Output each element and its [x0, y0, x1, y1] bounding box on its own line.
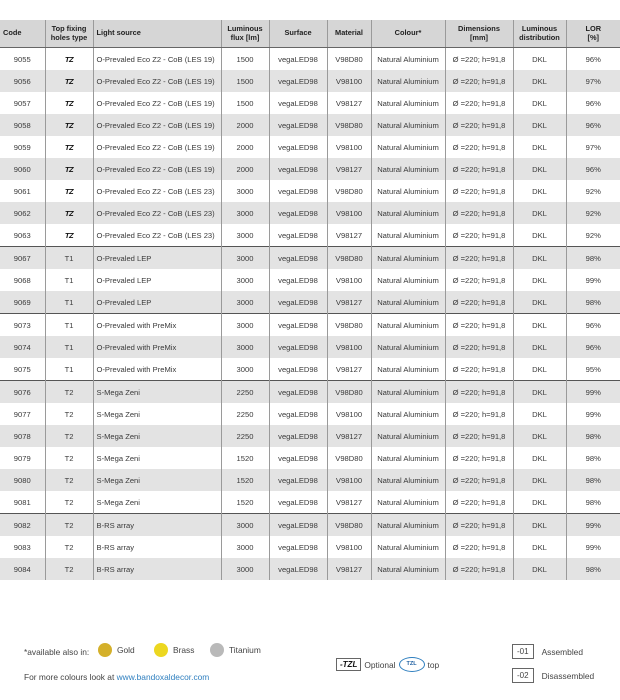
- cell-material: V98D80: [327, 381, 371, 404]
- cell-fixing: T1: [45, 336, 93, 358]
- cell-material: V98127: [327, 358, 371, 381]
- cell-code: 9056: [0, 70, 45, 92]
- table-row: [0, 358, 620, 381]
- cell-colour: Natural Aluminium: [371, 514, 445, 537]
- assembled-label: Assembled: [541, 646, 583, 657]
- header-material: Material: [327, 20, 371, 48]
- cell-distribution: DKL: [513, 358, 566, 381]
- cell-light-source: O-Prevaled with PreMix: [93, 358, 221, 381]
- cell-surface: vegaLED98: [269, 48, 327, 71]
- cell-dimensions: Ø =220; h=91,8: [445, 291, 513, 314]
- cell-distribution: DKL: [513, 247, 566, 270]
- cell-material: V98100: [327, 336, 371, 358]
- cell-material: V98127: [327, 92, 371, 114]
- gold-swatch: [98, 643, 112, 657]
- optional-suffix: top: [427, 659, 440, 670]
- cell-lor: 99%: [566, 269, 620, 291]
- cell-material: V98127: [327, 291, 371, 314]
- cell-flux: 2250: [221, 381, 269, 404]
- cell-light-source: B-RS array: [93, 514, 221, 537]
- disassembled-label: Disassembled: [541, 670, 595, 681]
- cell-light-source: O-Prevaled LEP: [93, 247, 221, 270]
- cell-material: V98100: [327, 469, 371, 491]
- cell-colour: Natural Aluminium: [371, 425, 445, 447]
- cell-flux: 1500: [221, 48, 269, 71]
- cell-surface: vegaLED98: [269, 403, 327, 425]
- table-row: [0, 403, 620, 425]
- cell-flux: 2000: [221, 158, 269, 180]
- cell-flux: 2000: [221, 114, 269, 136]
- cell-colour: Natural Aluminium: [371, 247, 445, 270]
- cell-fixing: T2: [45, 491, 93, 514]
- cell-light-source: O-Prevaled Eco Z2 - CoB (LES 23): [93, 202, 221, 224]
- cell-flux: 3000: [221, 536, 269, 558]
- cell-colour: Natural Aluminium: [371, 114, 445, 136]
- table-row: [0, 514, 620, 537]
- cell-dimensions: Ø =220; h=91,8: [445, 247, 513, 270]
- cell-dimensions: Ø =220; h=91,8: [445, 469, 513, 491]
- cell-colour: Natural Aluminium: [371, 291, 445, 314]
- header-fixing: Top fixing holes type: [45, 20, 93, 48]
- cell-surface: vegaLED98: [269, 358, 327, 381]
- cell-material: V98D80: [327, 447, 371, 469]
- cell-flux: 3000: [221, 314, 269, 337]
- cell-flux: 1520: [221, 469, 269, 491]
- cell-distribution: DKL: [513, 403, 566, 425]
- cell-code: 9083: [13, 542, 31, 552]
- cell-code: 9084: [0, 558, 45, 580]
- cell-distribution: DKL: [513, 447, 566, 469]
- header-colour: Colour*: [371, 20, 445, 48]
- cell-distribution: DKL: [513, 314, 566, 337]
- cell-dimensions: Ø =220; h=91,8: [445, 136, 513, 158]
- cell-fixing: T2: [45, 536, 93, 558]
- table-row: [0, 425, 620, 447]
- cell-lor: 96%: [566, 114, 620, 136]
- cell-dimensions: Ø =220; h=91,8: [445, 202, 513, 224]
- header-dimensions: Dimensions [mm]: [445, 20, 513, 48]
- cell-dimensions: Ø =220; h=91,8: [445, 514, 513, 537]
- cell-code: 9068: [13, 275, 31, 285]
- cell-dimensions: Ø =220; h=91,8: [445, 180, 513, 202]
- cell-fixing: TZ: [45, 136, 93, 158]
- cell-fixing: T1: [45, 358, 93, 381]
- table-row: [0, 247, 620, 270]
- cell-flux: 3000: [221, 202, 269, 224]
- cell-fixing: T1: [45, 291, 93, 314]
- spec-table: [0, 20, 620, 580]
- website-link[interactable]: www.bandoxaldecor.com: [116, 672, 210, 682]
- colour-gold: Gold: [98, 643, 135, 657]
- table-row: [0, 558, 620, 580]
- cell-fixing: T2: [45, 403, 93, 425]
- cell-code: 9076: [0, 381, 45, 404]
- table-row: [0, 447, 620, 469]
- cell-surface: vegaLED98: [269, 336, 327, 358]
- table-row: [0, 114, 620, 136]
- cell-lor: 98%: [566, 469, 620, 491]
- table-row: [0, 469, 620, 491]
- cell-light-source: O-Prevaled with PreMix: [93, 336, 221, 358]
- table-row: [0, 536, 620, 558]
- cell-dimensions: Ø =220; h=91,8: [445, 558, 513, 580]
- cell-fixing: TZ: [45, 114, 93, 136]
- cell-material: V98100: [327, 536, 371, 558]
- cell-lor: 96%: [566, 92, 620, 114]
- cell-material: V98127: [327, 224, 371, 247]
- cell-code: 9082: [0, 514, 45, 537]
- cell-code: 9057: [13, 98, 31, 108]
- available-label: *available also in:: [24, 647, 90, 657]
- cell-light-source: O-Prevaled LEP: [93, 269, 221, 291]
- cell-colour: Natural Aluminium: [371, 358, 445, 381]
- cell-dimensions: Ø =220; h=91,8: [445, 536, 513, 558]
- cell-distribution: DKL: [513, 48, 566, 71]
- cell-lor: 97%: [566, 70, 620, 92]
- cell-material: V98D80: [327, 314, 371, 337]
- cell-distribution: DKL: [513, 158, 566, 180]
- header-lor: LOR [%]: [566, 20, 620, 48]
- cell-material: V98127: [327, 558, 371, 580]
- cell-code: 9067: [0, 247, 45, 270]
- cell-dimensions: Ø =220; h=91,8: [445, 425, 513, 447]
- cell-distribution: DKL: [513, 514, 566, 537]
- cell-distribution: DKL: [513, 114, 566, 136]
- titanium-swatch: [210, 643, 224, 657]
- disassembled-code: -02: [512, 668, 534, 683]
- cell-surface: vegaLED98: [269, 491, 327, 514]
- cell-surface: vegaLED98: [269, 136, 327, 158]
- cell-code: 9058: [0, 114, 45, 136]
- cell-distribution: DKL: [513, 70, 566, 92]
- cell-light-source: S-Mega Zeni: [93, 491, 221, 514]
- cell-fixing: TZ: [45, 180, 93, 202]
- assembled-option: [512, 644, 583, 659]
- cell-light-source: B-RS array: [93, 536, 221, 558]
- cell-surface: vegaLED98: [269, 469, 327, 491]
- brass-swatch: [154, 643, 168, 657]
- cell-surface: vegaLED98: [269, 514, 327, 537]
- cell-colour: Natural Aluminium: [371, 158, 445, 180]
- cell-code: 9061: [13, 186, 31, 196]
- cell-surface: vegaLED98: [269, 247, 327, 270]
- cell-colour: Natural Aluminium: [371, 536, 445, 558]
- table-row: [0, 48, 620, 71]
- cell-light-source: O-Prevaled with PreMix: [93, 314, 221, 337]
- cell-fixing: TZ: [45, 70, 93, 92]
- cell-fixing: T2: [45, 469, 93, 491]
- cell-lor: 98%: [566, 491, 620, 514]
- cell-light-source: S-Mega Zeni: [93, 381, 221, 404]
- cell-material: V98D80: [327, 114, 371, 136]
- tzl-logo-icon: TZL: [399, 657, 425, 672]
- cell-colour: Natural Aluminium: [371, 491, 445, 514]
- cell-flux: 2250: [221, 425, 269, 447]
- cell-surface: vegaLED98: [269, 224, 327, 247]
- cell-distribution: DKL: [513, 92, 566, 114]
- cell-colour: Natural Aluminium: [371, 447, 445, 469]
- cell-colour: Natural Aluminium: [371, 269, 445, 291]
- cell-dimensions: Ø =220; h=91,8: [445, 158, 513, 180]
- cell-lor: 96%: [566, 314, 620, 337]
- cell-light-source: O-Prevaled Eco Z2 - CoB (LES 23): [93, 180, 221, 202]
- cell-colour: Natural Aluminium: [371, 381, 445, 404]
- cell-flux: 1500: [221, 92, 269, 114]
- cell-flux: 3000: [221, 224, 269, 247]
- cell-lor: 95%: [566, 358, 620, 381]
- header-distribution: Luminous distribution: [513, 20, 566, 48]
- cell-lor: 98%: [566, 247, 620, 270]
- cell-light-source: O-Prevaled Eco Z2 - CoB (LES 19): [93, 48, 221, 71]
- cell-code: 9060: [0, 158, 45, 180]
- cell-dimensions: Ø =220; h=91,8: [445, 314, 513, 337]
- cell-flux: 1520: [221, 491, 269, 514]
- footer: [0, 640, 620, 700]
- cell-colour: Natural Aluminium: [371, 336, 445, 358]
- header-light-source: Light source: [93, 20, 221, 48]
- cell-material: V98127: [327, 158, 371, 180]
- cell-dimensions: Ø =220; h=91,8: [445, 358, 513, 381]
- cell-code: 9077: [13, 409, 31, 419]
- table-row: [0, 180, 620, 202]
- cell-flux: 3000: [221, 247, 269, 270]
- cell-surface: vegaLED98: [269, 269, 327, 291]
- table-row: [0, 269, 620, 291]
- cell-flux: 3000: [221, 269, 269, 291]
- cell-flux: 3000: [221, 514, 269, 537]
- header-code: Code: [0, 20, 45, 48]
- cell-code: 9075: [13, 364, 31, 374]
- cell-dimensions: Ø =220; h=91,8: [445, 92, 513, 114]
- cell-distribution: DKL: [513, 336, 566, 358]
- cell-flux: 1520: [221, 447, 269, 469]
- cell-surface: vegaLED98: [269, 180, 327, 202]
- cell-surface: vegaLED98: [269, 70, 327, 92]
- cell-fixing: TZ: [45, 48, 93, 71]
- table-row: [0, 136, 620, 158]
- cell-dimensions: Ø =220; h=91,8: [445, 114, 513, 136]
- header-surface: Surface: [269, 20, 327, 48]
- cell-dimensions: Ø =220; h=91,8: [445, 48, 513, 71]
- cell-flux: 3000: [221, 180, 269, 202]
- cell-lor: 99%: [566, 514, 620, 537]
- cell-surface: vegaLED98: [269, 291, 327, 314]
- cell-lor: 92%: [566, 180, 620, 202]
- table-row: [0, 291, 620, 314]
- cell-surface: vegaLED98: [269, 536, 327, 558]
- cell-dimensions: Ø =220; h=91,8: [445, 269, 513, 291]
- colour-titanium: Titanium: [210, 643, 261, 657]
- cell-surface: vegaLED98: [269, 425, 327, 447]
- cell-lor: 92%: [566, 202, 620, 224]
- cell-material: V98D80: [327, 514, 371, 537]
- optional-label: Optional: [364, 659, 396, 670]
- cell-surface: vegaLED98: [269, 558, 327, 580]
- tzl-code-box: -TZL: [336, 658, 361, 671]
- cell-surface: vegaLED98: [269, 381, 327, 404]
- cell-code: 9079: [13, 453, 31, 463]
- cell-material: V98127: [327, 491, 371, 514]
- cell-material: V98D80: [327, 48, 371, 71]
- cell-distribution: DKL: [513, 425, 566, 447]
- table-header: [0, 20, 620, 48]
- cell-colour: Natural Aluminium: [371, 202, 445, 224]
- cell-distribution: DKL: [513, 469, 566, 491]
- cell-material: V98100: [327, 70, 371, 92]
- table-row: [0, 491, 620, 514]
- cell-colour: Natural Aluminium: [371, 48, 445, 71]
- table-row: [0, 224, 620, 247]
- cell-surface: vegaLED98: [269, 314, 327, 337]
- cell-distribution: DKL: [513, 180, 566, 202]
- cell-colour: Natural Aluminium: [371, 92, 445, 114]
- cell-lor: 99%: [566, 536, 620, 558]
- cell-fixing: T2: [45, 425, 93, 447]
- cell-code: 9080: [0, 469, 45, 491]
- colour-brass: Brass: [154, 643, 194, 657]
- cell-surface: vegaLED98: [269, 447, 327, 469]
- cell-distribution: DKL: [513, 491, 566, 514]
- cell-distribution: DKL: [513, 269, 566, 291]
- cell-material: V98100: [327, 269, 371, 291]
- cell-lor: 98%: [566, 558, 620, 580]
- cell-lor: 98%: [566, 425, 620, 447]
- cell-fixing: T1: [45, 314, 93, 337]
- cell-flux: 2250: [221, 403, 269, 425]
- disassembled-option: [512, 668, 594, 683]
- cell-surface: vegaLED98: [269, 114, 327, 136]
- cell-fixing: T2: [45, 558, 93, 580]
- cell-flux: 3000: [221, 336, 269, 358]
- cell-dimensions: Ø =220; h=91,8: [445, 403, 513, 425]
- cell-light-source: S-Mega Zeni: [93, 447, 221, 469]
- cell-code: 9078: [0, 425, 45, 447]
- cell-lor: 99%: [566, 403, 620, 425]
- cell-light-source: S-Mega Zeni: [93, 403, 221, 425]
- cell-flux: 1500: [221, 70, 269, 92]
- cell-fixing: T2: [45, 514, 93, 537]
- cell-code: 9073: [0, 314, 45, 337]
- cell-code: 9059: [13, 142, 31, 152]
- cell-light-source: S-Mega Zeni: [93, 469, 221, 491]
- cell-light-source: O-Prevaled Eco Z2 - CoB (LES 19): [93, 70, 221, 92]
- cell-dimensions: Ø =220; h=91,8: [445, 491, 513, 514]
- cell-material: V98100: [327, 136, 371, 158]
- cell-colour: Natural Aluminium: [371, 403, 445, 425]
- optional-top: [336, 657, 442, 672]
- cell-lor: 99%: [566, 381, 620, 404]
- cell-fixing: TZ: [45, 158, 93, 180]
- cell-dimensions: Ø =220; h=91,8: [445, 336, 513, 358]
- cell-fixing: TZ: [45, 224, 93, 247]
- cell-light-source: O-Prevaled Eco Z2 - CoB (LES 23): [93, 224, 221, 247]
- cell-fixing: TZ: [45, 202, 93, 224]
- cell-dimensions: Ø =220; h=91,8: [445, 70, 513, 92]
- cell-dimensions: Ø =220; h=91,8: [445, 224, 513, 247]
- cell-distribution: DKL: [513, 536, 566, 558]
- cell-distribution: DKL: [513, 202, 566, 224]
- cell-flux: 3000: [221, 358, 269, 381]
- cell-dimensions: Ø =220; h=91,8: [445, 381, 513, 404]
- cell-light-source: B-RS array: [93, 558, 221, 580]
- cell-distribution: DKL: [513, 558, 566, 580]
- cell-lor: 96%: [566, 48, 620, 71]
- table-row: [0, 92, 620, 114]
- cell-colour: Natural Aluminium: [371, 469, 445, 491]
- more-colours: For more colours look at www.bandoxaldecor.com: [24, 672, 210, 682]
- cell-material: V98D80: [327, 180, 371, 202]
- cell-dimensions: Ø =220; h=91,8: [445, 447, 513, 469]
- cell-colour: Natural Aluminium: [371, 314, 445, 337]
- cell-flux: 2000: [221, 136, 269, 158]
- cell-light-source: S-Mega Zeni: [93, 425, 221, 447]
- cell-material: V98100: [327, 202, 371, 224]
- cell-code: 9062: [0, 202, 45, 224]
- cell-code: 9069: [0, 291, 45, 314]
- cell-fixing: T2: [45, 381, 93, 404]
- cell-colour: Natural Aluminium: [371, 558, 445, 580]
- cell-distribution: DKL: [513, 291, 566, 314]
- cell-distribution: DKL: [513, 224, 566, 247]
- cell-colour: Natural Aluminium: [371, 224, 445, 247]
- cell-light-source: O-Prevaled Eco Z2 - CoB (LES 19): [93, 92, 221, 114]
- cell-flux: 3000: [221, 291, 269, 314]
- cell-lor: 96%: [566, 336, 620, 358]
- cell-light-source: O-Prevaled LEP: [93, 291, 221, 314]
- cell-distribution: DKL: [513, 381, 566, 404]
- table-row: [0, 314, 620, 337]
- cell-code: 9063: [13, 230, 31, 240]
- header-flux: Luminous flux [lm]: [221, 20, 269, 48]
- cell-surface: vegaLED98: [269, 158, 327, 180]
- cell-light-source: O-Prevaled Eco Z2 - CoB (LES 19): [93, 114, 221, 136]
- cell-code: 9081: [13, 497, 31, 507]
- cell-material: V98100: [327, 403, 371, 425]
- cell-lor: 98%: [566, 447, 620, 469]
- cell-lor: 96%: [566, 158, 620, 180]
- cell-material: V98D80: [327, 247, 371, 270]
- cell-fixing: T1: [45, 269, 93, 291]
- cell-code: 9055: [13, 54, 31, 64]
- cell-fixing: T1: [45, 247, 93, 270]
- table-row: [0, 158, 620, 180]
- cell-flux: 3000: [221, 558, 269, 580]
- table-row: [0, 336, 620, 358]
- table-row: [0, 202, 620, 224]
- table-row: [0, 381, 620, 404]
- cell-lor: 98%: [566, 291, 620, 314]
- cell-surface: vegaLED98: [269, 202, 327, 224]
- table-row: [0, 70, 620, 92]
- cell-fixing: TZ: [45, 92, 93, 114]
- cell-distribution: DKL: [513, 136, 566, 158]
- cell-light-source: O-Prevaled Eco Z2 - CoB (LES 19): [93, 158, 221, 180]
- cell-colour: Natural Aluminium: [371, 136, 445, 158]
- cell-lor: 92%: [566, 224, 620, 247]
- cell-colour: Natural Aluminium: [371, 70, 445, 92]
- cell-material: V98127: [327, 425, 371, 447]
- cell-code: 9074: [0, 336, 45, 358]
- cell-light-source: O-Prevaled Eco Z2 - CoB (LES 19): [93, 136, 221, 158]
- cell-surface: vegaLED98: [269, 92, 327, 114]
- cell-colour: Natural Aluminium: [371, 180, 445, 202]
- cell-lor: 97%: [566, 136, 620, 158]
- cell-fixing: T2: [45, 447, 93, 469]
- assembled-code: -01: [512, 644, 534, 659]
